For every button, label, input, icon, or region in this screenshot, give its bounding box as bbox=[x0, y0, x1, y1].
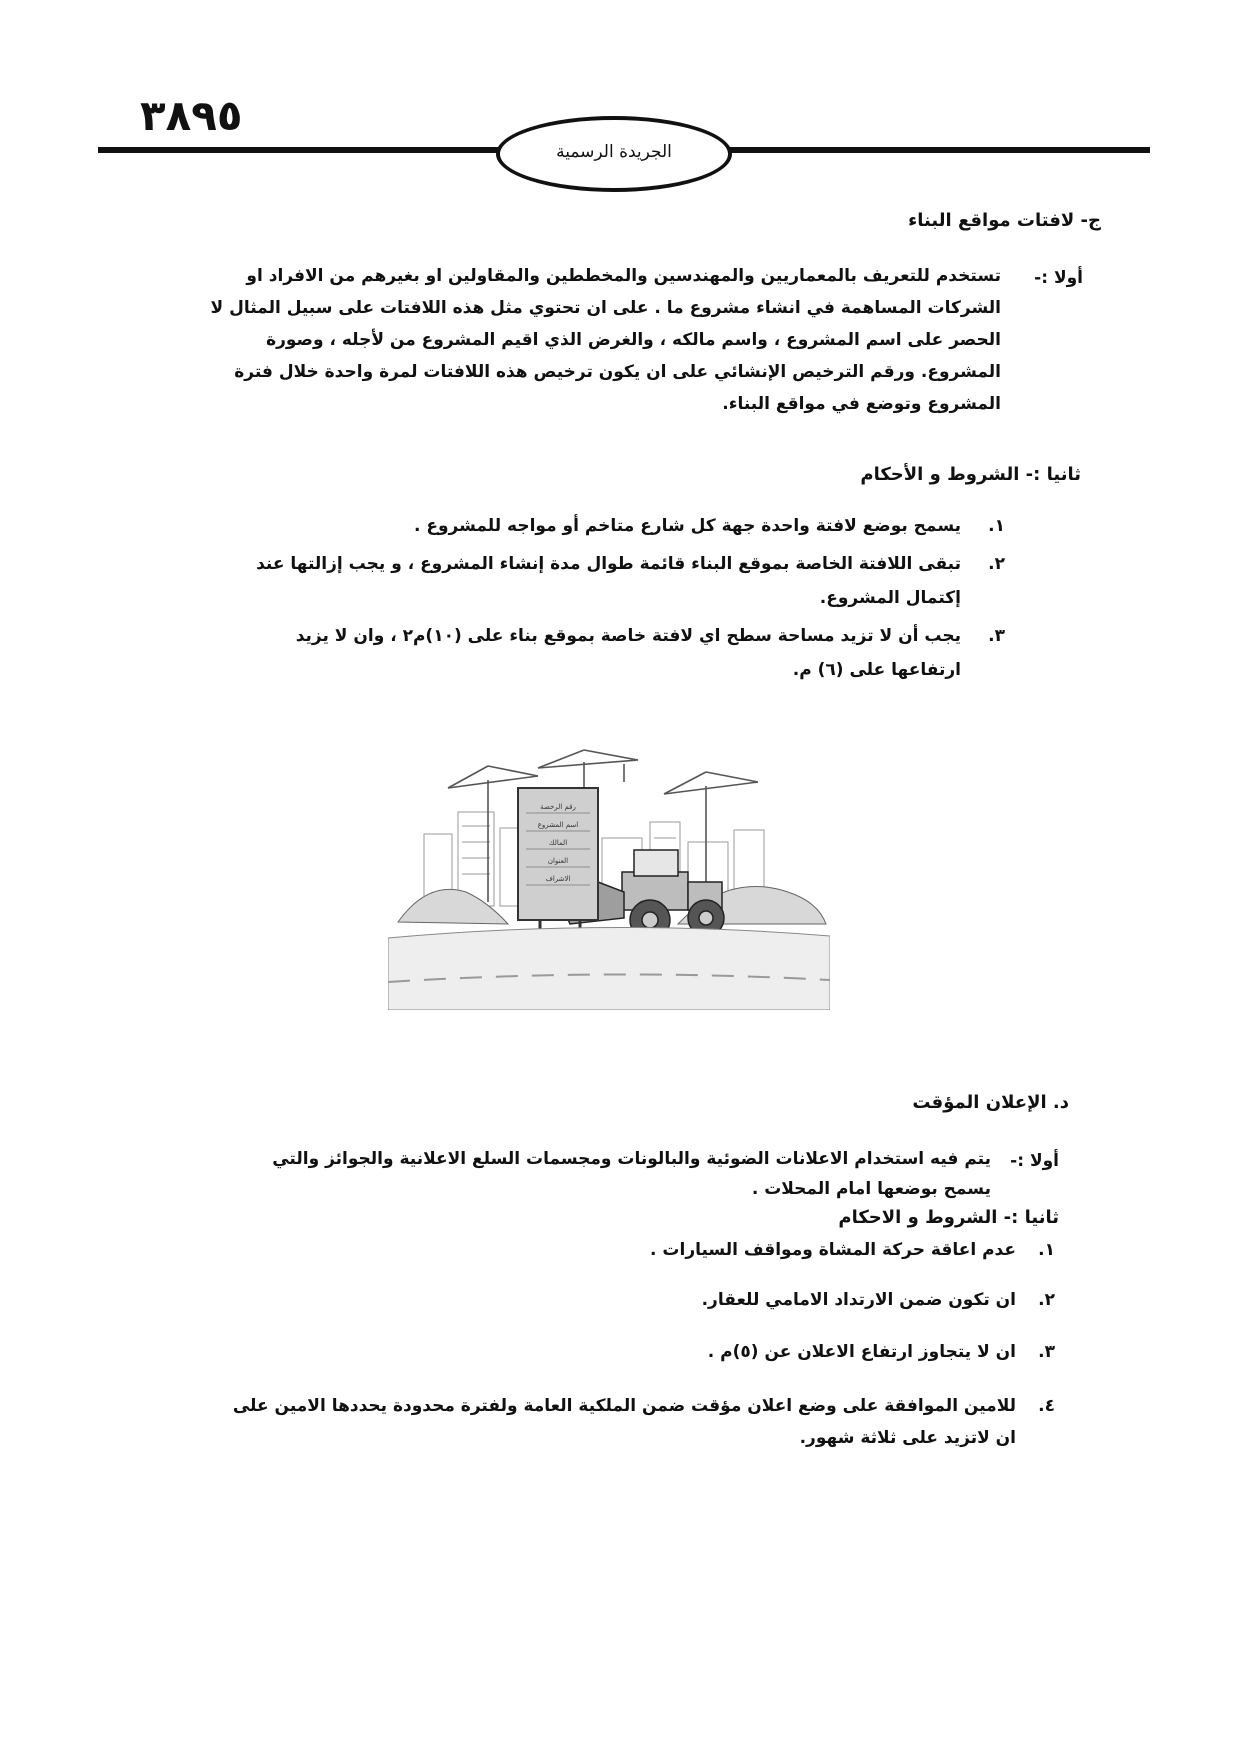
list-item: يجب أن لا تزيد مساحة سطح اي لافتة خاصة بموقع بناء على (١٠)م٢ ، وان لا يزيد bbox=[295, 626, 961, 646]
list-item: ان لا يتجاوز ارتفاع الاعلان عن (٥)م . bbox=[707, 1342, 1016, 1362]
section-d-first-line: يتم فيه استخدام الاعلانات الضوئية والبالونات ومجسمات السلع الاعلانية والجوائز والتي bbox=[272, 1149, 991, 1169]
list-item: إكتمال المشروع. bbox=[819, 588, 961, 608]
section-c-first-line: تستخدم للتعريف بالمعماريين والمهندسين والمخططين والمقاولين او بغيرهم من الافراد او bbox=[246, 266, 1001, 286]
list-item: ان تكون ضمن الارتداد الامامي للعقار. bbox=[701, 1290, 1016, 1310]
sign-text: المالك bbox=[548, 839, 568, 847]
list-number: ١. bbox=[988, 516, 1005, 536]
list-number: ٢. bbox=[988, 554, 1005, 574]
list-item: للامين الموافقة على وضع اعلان مؤقت ضمن الملكية العامة ولفترة محدودة يحددها الامين على bbox=[232, 1396, 1016, 1416]
sign-text: رقم الرخصة bbox=[540, 803, 576, 811]
list-number: ٣. bbox=[988, 626, 1005, 646]
section-d-first-label: أولا :- bbox=[1010, 1151, 1059, 1171]
section-c-first-line: المشروع. ورقم الترخيص الإنشائي على ان يكون ترخيص هذه اللافتات لمرة واحدة خلال فترة bbox=[234, 362, 1001, 382]
section-c-second-heading: ثانيا :- الشروط و الأحكام bbox=[860, 464, 1081, 485]
list-item: ارتفاعها على (٦) م. bbox=[792, 660, 961, 680]
gazette-title: الجريدة الرسمية bbox=[556, 142, 672, 162]
section-c-first-label: أولا :- bbox=[1034, 268, 1083, 288]
list-item: يسمح بوضع لافتة واحدة جهة كل شارع متاخم أو مواجه للمشروع . bbox=[413, 516, 961, 536]
section-c-first-line: الشركات المساهمة في انشاء مشروع ما . على ان تحتوي مثل هذه اللافتات على سبيل المثال لا bbox=[210, 298, 1001, 318]
section-d-heading: د. الإعلان المؤقت bbox=[912, 1092, 1069, 1113]
list-number: ٣. bbox=[1038, 1342, 1055, 1362]
section-d-first-line: يسمح بوضعها امام المحلات . bbox=[751, 1179, 991, 1199]
section-d-second-heading: ثانيا :- الشروط و الاحكام bbox=[838, 1207, 1059, 1228]
sign-text: العنوان bbox=[547, 857, 569, 865]
sign-text: الاشراف bbox=[545, 875, 571, 883]
list-item: تبقى اللافتة الخاصة بموقع البناء قائمة طوال مدة إنشاء المشروع ، و يجب إزالتها عند bbox=[256, 554, 961, 574]
list-item: ان لاتزيد على ثلاثة شهور. bbox=[799, 1428, 1016, 1448]
section-c-heading: ج- لافتات مواقع البناء bbox=[908, 210, 1101, 231]
list-number: ١. bbox=[1038, 1240, 1055, 1260]
page-number: ٣٨٩٥ bbox=[140, 91, 243, 140]
list-number: ٤. bbox=[1038, 1396, 1055, 1416]
section-c-first-line: المشروع وتوضع في مواقع البناء. bbox=[722, 394, 1001, 414]
list-number: ٢. bbox=[1038, 1290, 1055, 1310]
list-item: عدم اعاقة حركة المشاة ومواقف السيارات . bbox=[650, 1240, 1016, 1260]
section-c-first-line: الحصر على اسم المشروع ، واسم مالكه ، والغرض الذي اقيم المشروع من لأجله ، وصورة bbox=[266, 330, 1001, 350]
construction-sign-illustration bbox=[388, 742, 830, 1010]
sign-text: اسم المشروع bbox=[537, 821, 579, 829]
